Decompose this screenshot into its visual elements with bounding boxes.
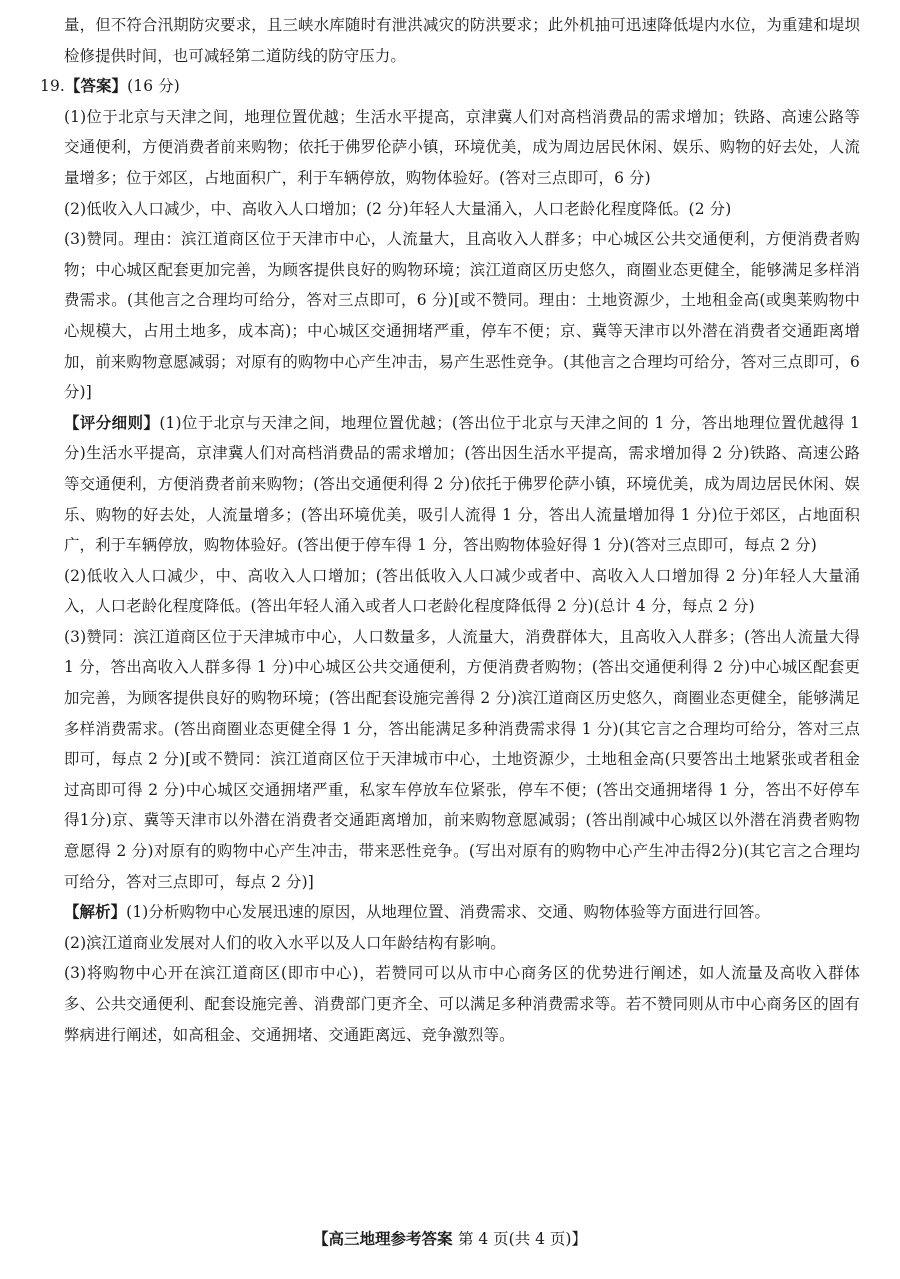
answer-tag: 【答案】 — [64, 77, 128, 96]
footer-page-number: 第 4 页(共 4 页)】 — [457, 1230, 587, 1248]
grading-part-3: (3)赞同：滨江道商区位于天津城市中心，人口数量多，人流量大，消费群体大，且高收入人群多；(答出人流量大得 1 分，答出高收入人群多得 1 分)中心城区公共交通便利，方便消费者购物；(答出交通便利得 2 分)中心城区配套更加完善，为顾客提供良好的购物环境；(答出配套设施完善得 2 分)滨江道商区历史悠久，商圈业态更健全，能够满足多样消费需求。(答出商圈业态更健全得 1 分，答出能满足多种消费需求得 1 分)(其它言之合理均可给分，答对三点即可，每点 2 分)[或不赞同：滨江道商区位于天津城市中心，土地资源少，土地租金高(只要答出土地紧张或者租金过高即可得 2 分)中心城区交通拥堵严重，私家车停放车位紧张，停车不便；(答出交通拥堵得 1 分，答出不好停车得1分)京、冀等天津市以外潜在消费者交通距离增加，前来购物意愿减弱；(答出削减中心城区以外潜在消费者购物意愿得 2 分)对原有的购物中心产生冲击，带来恶性竞争。(写出对原有的购物中心产生冲击得2分)(其它言之合理均可给分，答对三点即可，每点 2 分)] — [64, 627, 860, 891]
q19-answer-heading — [40, 71, 860, 102]
analysis-text-1: (1)分析购物中心发展迅速的原因，从地理位置、消费需求、交通、购物体验等方面进行回答。 — [126, 903, 771, 922]
question-number: 19. — [40, 77, 65, 96]
answer-content — [40, 10, 860, 1050]
answer-score: (16 分) — [127, 77, 180, 96]
grading-tag: 【评分细则】 — [64, 413, 160, 432]
answer-part-1: (1)位于北京与天津之间，地理位置优越；生活水平提高，京津冀人们对高档消费品的需求增加；铁路、高速公路等交通便利，方便消费者前来购物；依托于佛罗伦萨小镇，环境优美，成为周边居民休闲、娱乐、购物的好去处，人流量增多；位于郊区，占地面积广，利于车辆停放，购物体验好。(答对三点即可，6 分) — [64, 107, 860, 187]
page-footer — [0, 1227, 900, 1249]
analysis-tag: 【解析】 — [64, 903, 127, 922]
analysis-part-3: (3)将购物中心开在滨江道商区(即市中心)，若赞同可以从市中心商务区的优势进行阐述，如人流量及高收入群体多、公共交通便利、配套设施完善、消费部门更齐全、可以满足多种消费需求等。若不赞同则从市中心商务区的固有弊病进行阐述，如高租金、交通拥堵、交通距离远、竞争激烈等。 — [64, 964, 860, 1044]
analysis-part-2: (2)滨江道商业发展对人们的收入水平以及人口年龄结构有影响。 — [64, 933, 506, 952]
answer-part-3: (3)赞同。理由：滨江道商区位于天津市中心，人流量大，且高收入人群多；中心城区公共交通便利，方便消费者购物；中心城区配套更加完善，为顾客提供良好的购物环境；滨江道商区历史悠久，商圈业态更健全，能够满足多样消费需求。(其他言之合理均可给分，答对三点即可，6 分)[或不赞同。理由：土地资源少，土地租金高(或奥莱购物中心规模大，占用土地多，成本高)；中心城区交通拥堵严重，停车不便；京、冀等天津市以外潜在消费者交通距离增加，前来购物意愿减弱；对原有的购物中心产生冲击，易产生恶性竞争。(其他言之合理均可给分，答对三点即可，6 分)] — [64, 230, 860, 402]
analysis-part-1 — [40, 897, 860, 928]
grading-text-1: (1)位于北京与天津之间，地理位置优越；(答出位于北京与天津之间的 1 分，答出地理位置优越得 1 分)生活水平提高，京津冀人们对高档消费品的需求增加；(答出因生活水平提高，需求增加得 2 分)铁路、高速公路等交通便利，方便消费者前来购物；(答出交通便利得 2 分)依托于佛罗伦萨小镇，环境优美，成为周边居民休闲、娱乐、购物的好去处，人流量增多；(答出环境优美，吸引人流得 1 分，答出人流量增加得 1 分)位于郊区，占地面积广，利于车辆停放，购物体验好。(答出便于停车得 1 分，答出购物体验好得 1 分)(答对三点即可，每点 2 分) — [64, 413, 860, 555]
answer-part-2: (2)低收入人口减少，中、高收入人口增加；(2 分)年轻人大量涌入，人口老龄化程度降低。(2 分) — [64, 199, 732, 218]
grading-part-2: (2)低收入人口减少，中、高收入人口增加；(答出低收入人口减少或者中、高收入人口增加得 2 分)年轻人大量涌入，人口老龄化程度降低。(答出年轻人涌入或者人口老龄化程度降低得 2 分)(总计 4 分，每点 2 分) — [64, 566, 860, 616]
footer-title: 【高三地理参考答案 — [313, 1229, 453, 1248]
grading-part-1 — [40, 408, 860, 561]
continuation-paragraph: 量，但不符合汛期防灾要求，且三峡水库随时有泄洪减灾的防洪要求；此外机抽可迅速降低堤内水位，为重建和堤坝检修提供时间，也可减轻第二道防线的防守压力。 — [64, 16, 860, 65]
